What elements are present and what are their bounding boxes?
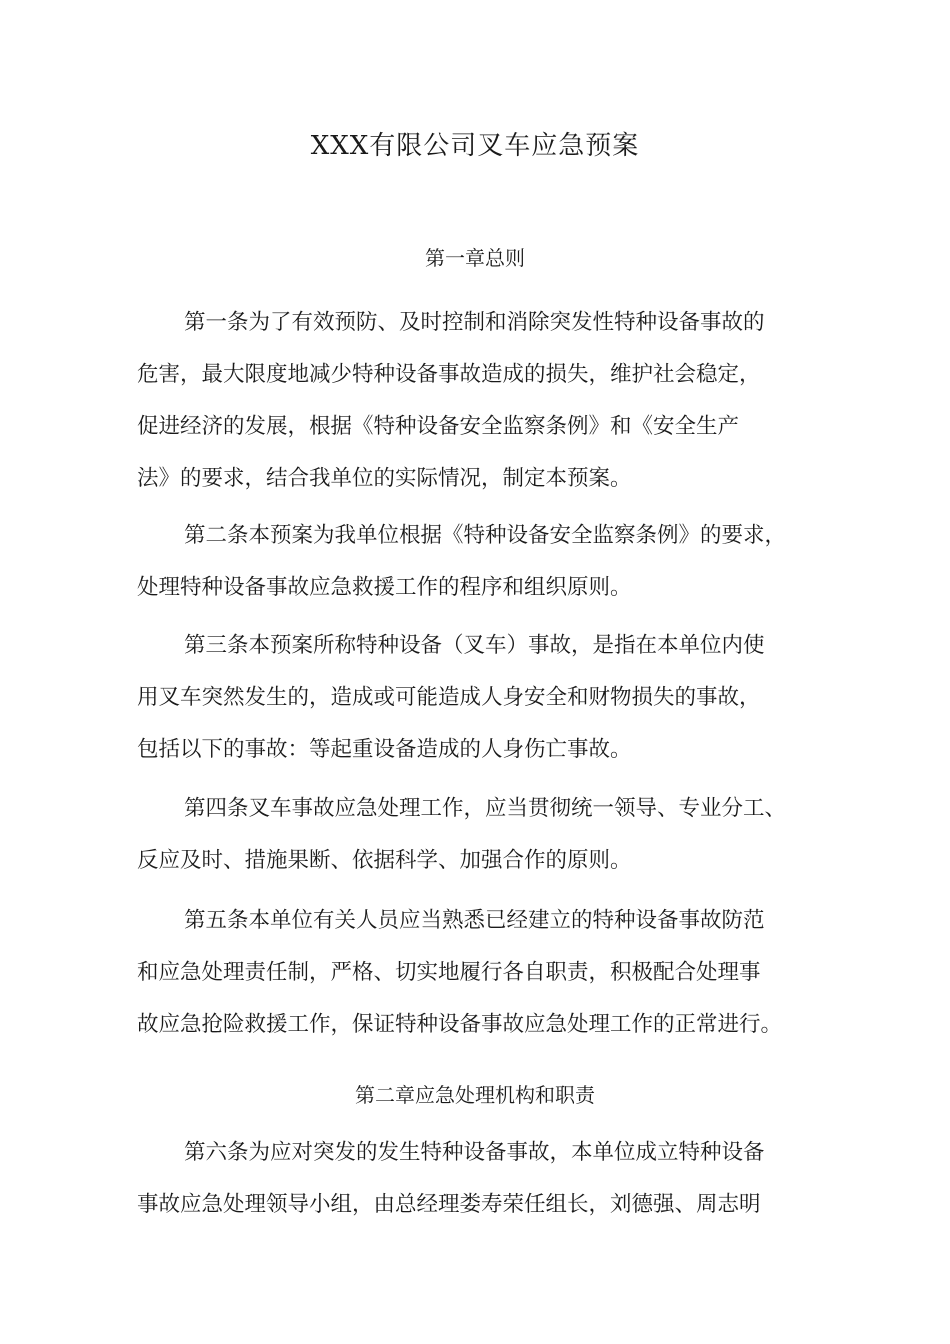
article-6	[137, 1127, 827, 1231]
article-line: 促进经济的发展，根据《特种设备安全监察条例》和《安全生产	[137, 414, 740, 439]
article-line: 第五条本单位有关人员应当熟悉已经建立的特种设备事故防范	[184, 908, 765, 933]
article-line: 第六条为应对突发的发生特种设备事故，本单位成立特种设备	[184, 1140, 765, 1165]
article-1	[137, 297, 827, 505]
chapter-heading-1: 第一章总则	[425, 246, 525, 270]
article-line: 第二条本预案为我单位根据《特种设备安全监察条例》的要求，	[184, 523, 787, 548]
article-line: 第四条叉车事故应急处理工作，应当贯彻统一领导、专业分工、	[184, 796, 787, 821]
article-line: 第三条本预案所称特种设备（叉车）事故，是指在本单位内使	[184, 633, 765, 658]
chapter-heading-2: 第二章应急处理机构和职责	[355, 1083, 595, 1107]
article-line: 和应急处理责任制，严格、切实地履行各自职责，积极配合处理事	[137, 960, 761, 985]
article-line: 法》的要求，结合我单位的实际情况，制定本预案。	[137, 466, 632, 491]
article-line: 反应及时、措施果断、依据科学、加强合作的原则。	[137, 848, 632, 873]
article-line: 第一条为了有效预防、及时控制和消除突发性特种设备事故的	[184, 310, 765, 335]
article-3	[137, 620, 827, 776]
document-title: XXX有限公司叉车应急预案	[310, 131, 640, 161]
article-5	[137, 895, 827, 1051]
article-line: 处理特种设备事故应急救援工作的程序和组织原则。	[137, 575, 632, 600]
article-2	[137, 510, 827, 614]
article-line: 用叉车突然发生的，造成或可能造成人身安全和财物损失的事故，	[137, 685, 761, 710]
article-line: 故应急抢险救援工作，保证特种设备事故应急处理工作的正常进行。	[137, 1012, 783, 1037]
article-4	[137, 783, 827, 887]
article-line: 事故应急处理领导小组，由总经理娄寿荣任组长，刘德强、周志明	[137, 1192, 761, 1217]
article-line: 包括以下的事故：等起重设备造成的人身伤亡事故。	[137, 737, 632, 762]
article-line: 危害，最大限度地减少特种设备事故造成的损失，维护社会稳定，	[137, 362, 761, 387]
